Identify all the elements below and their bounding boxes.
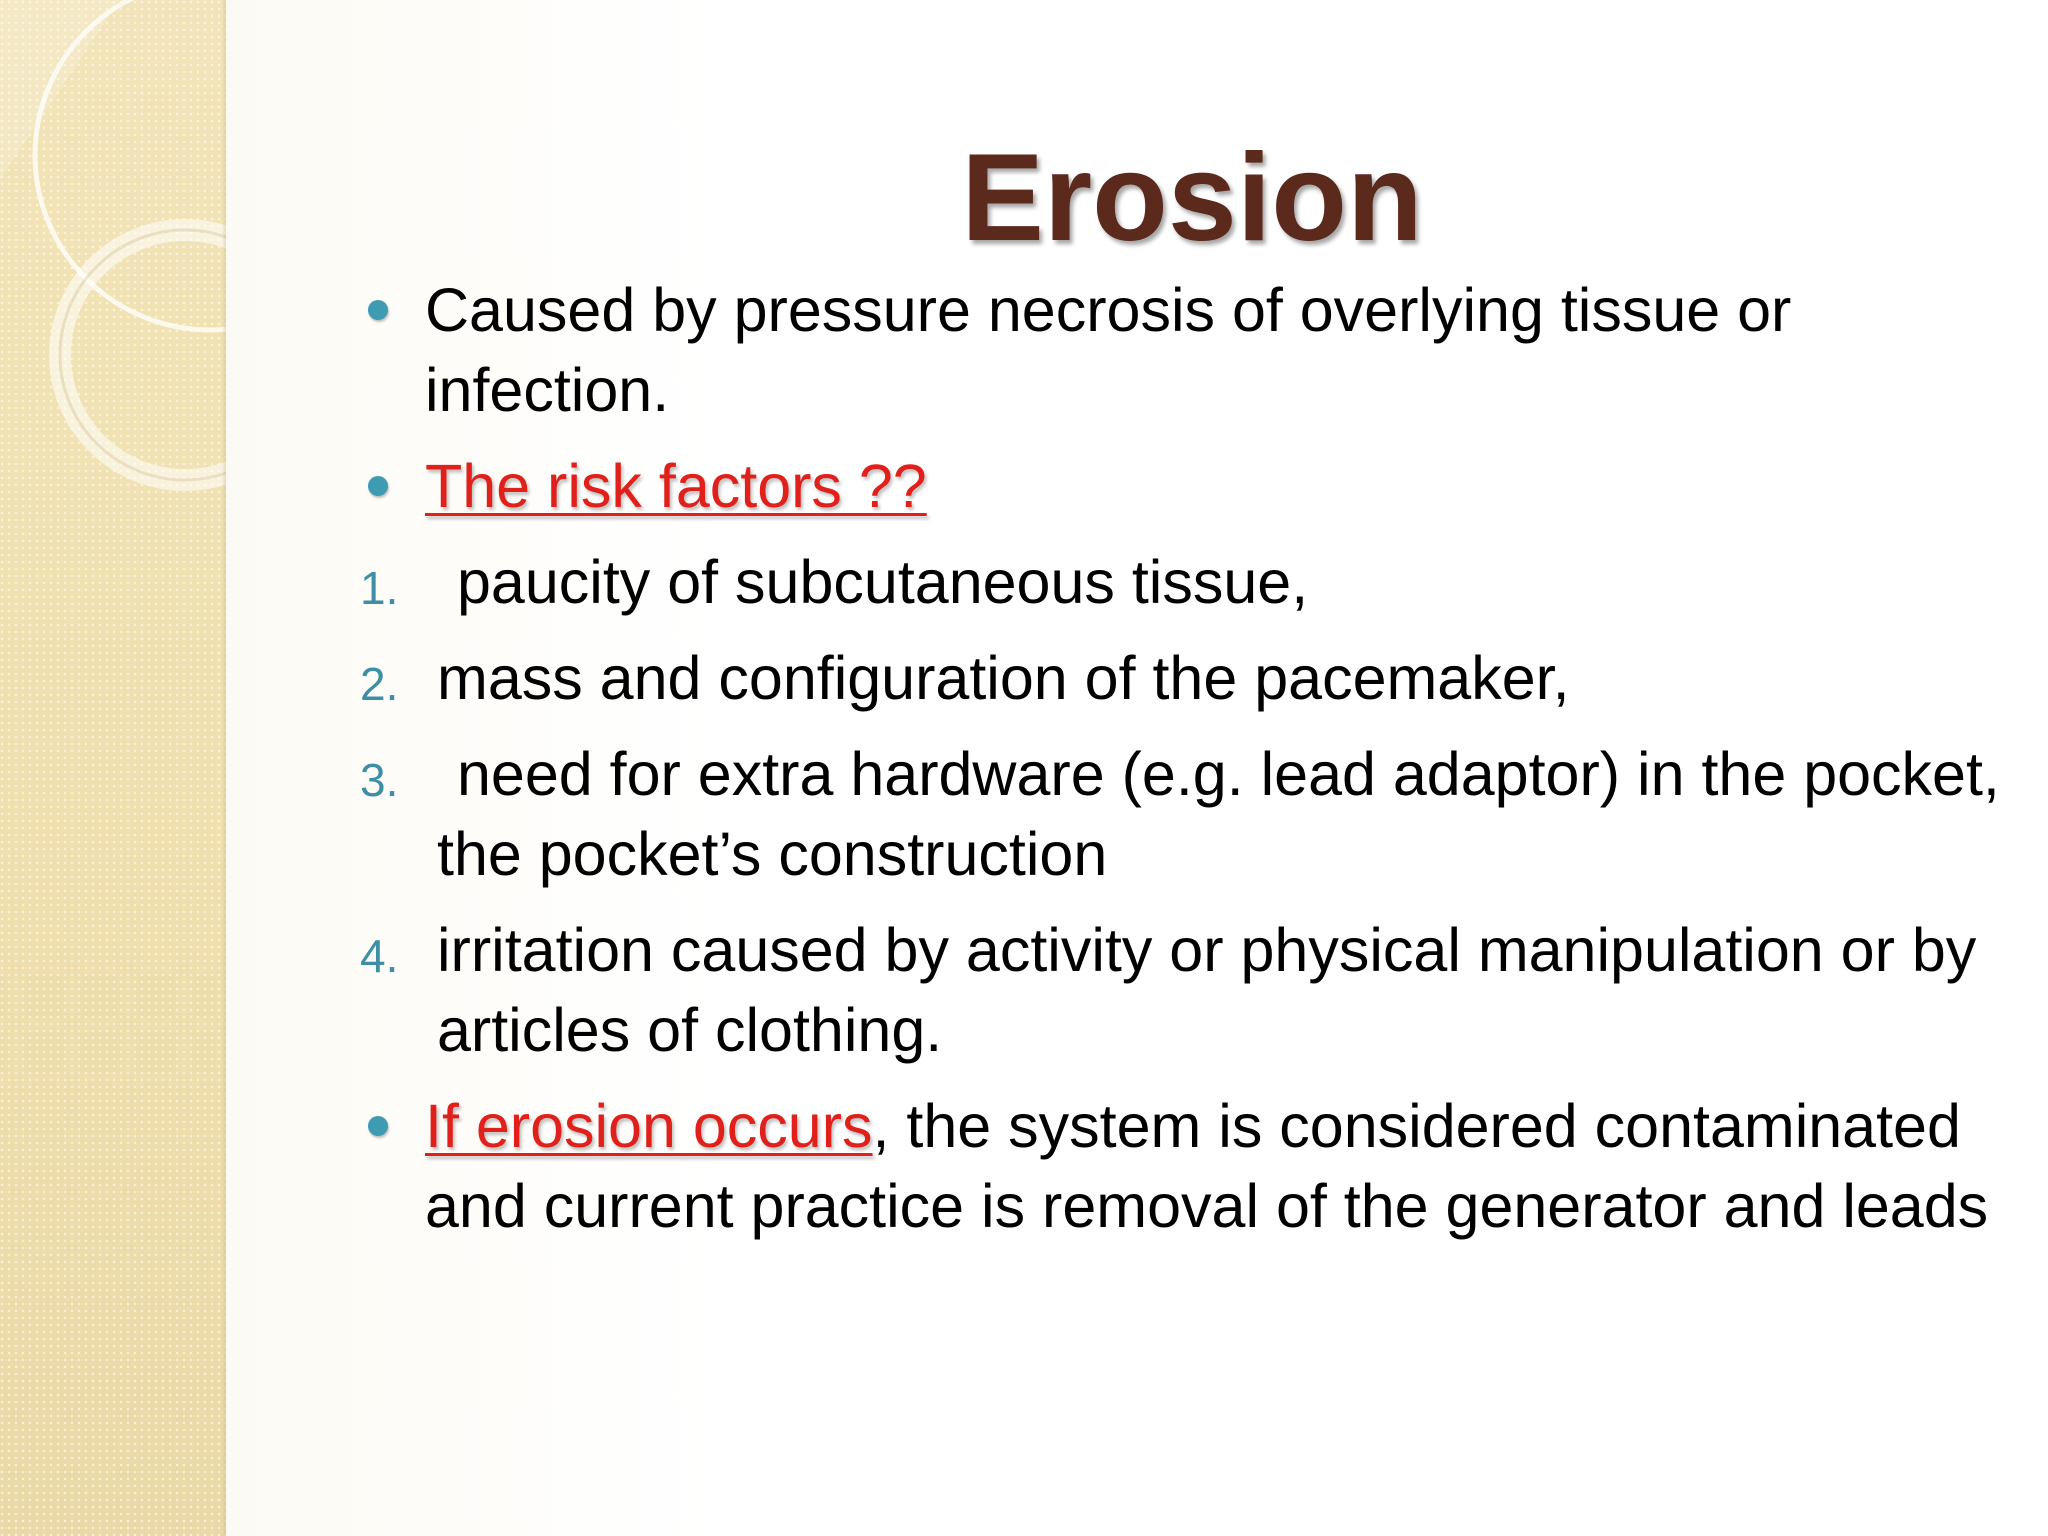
- numbered-item-2: [350, 638, 2010, 718]
- numbered-item-1: [350, 542, 2010, 622]
- bullet-text: , the system is considered contaminated and current practice is removal of the generator and leads: [425, 1092, 1989, 1240]
- item-number: 1.: [360, 562, 399, 614]
- numbered-item-4: [350, 910, 2010, 1070]
- decorative-rings-graphic: [0, 0, 226, 520]
- item-number: 3.: [360, 754, 399, 806]
- decorative-side-strip: [0, 0, 226, 1536]
- risk-factors-link[interactable]: The risk factors ??: [425, 452, 927, 520]
- bullet-dot-icon: [368, 300, 388, 320]
- item-number: 2.: [360, 658, 399, 710]
- slide-body: [350, 270, 2010, 1262]
- bullet-item-risk-factors: [350, 446, 2010, 526]
- bullet-dot-icon: [368, 1116, 388, 1136]
- bullet-text: Caused by pressure necrosis of overlying tissue or infection.: [425, 276, 1792, 424]
- item-number: 4.: [360, 930, 399, 982]
- bullet-dot-icon: [368, 476, 388, 496]
- item-text: paucity of subcutaneous tissue,: [457, 548, 1309, 616]
- slide-title: Erosion: [961, 129, 1423, 267]
- if-erosion-occurs-link[interactable]: If erosion occurs: [425, 1092, 873, 1160]
- bullet-item-if-erosion: [350, 1086, 2010, 1246]
- item-text: irritation caused by activity or physical manipulation or by articles of clothing.: [437, 916, 1977, 1064]
- item-text: mass and configuration of the pacemaker,: [437, 644, 1570, 712]
- bullet-item-cause: [350, 270, 2010, 430]
- numbered-item-3: [350, 734, 2010, 894]
- item-text: need for extra hardware (e.g. lead adaptor) in the pocket, the pocket’s construction: [437, 740, 2000, 888]
